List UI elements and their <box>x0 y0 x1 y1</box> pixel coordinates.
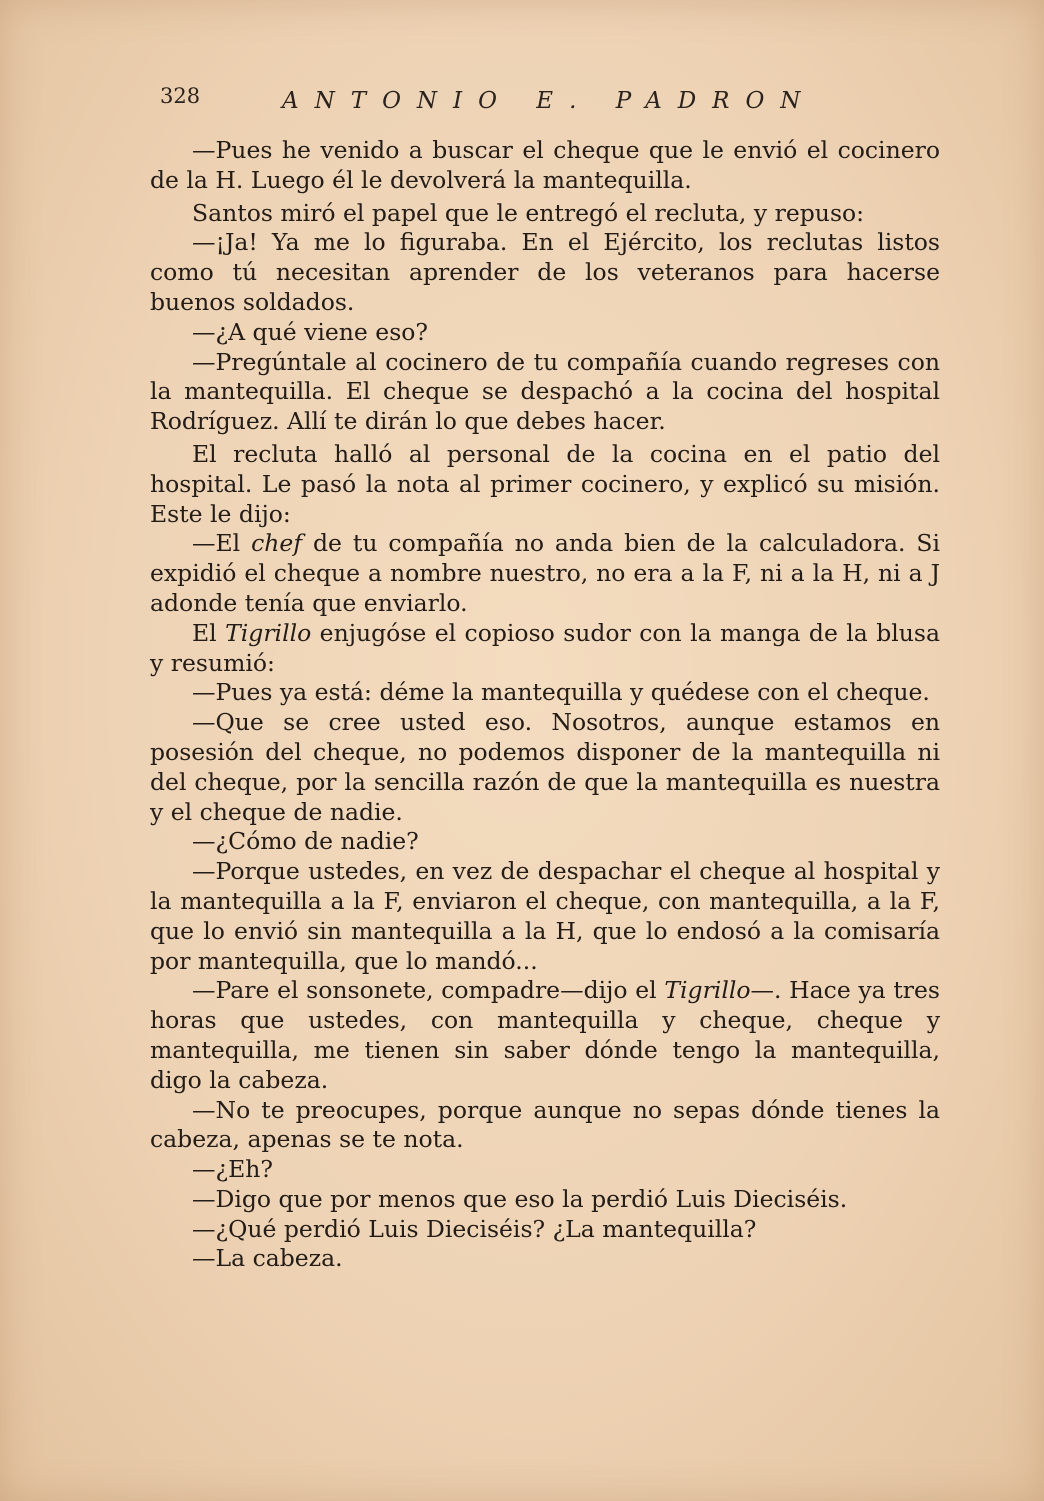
paragraph: —¿Qué perdió Luis Dieciséis? ¿La mantequilla? <box>192 1214 757 1243</box>
page-number: 328 <box>160 84 201 108</box>
paragraph: —No te preocupes, porque aunque no sepas dónde tienes la cabeza, apenas se te nota. <box>150 1095 940 1154</box>
paragraph: —¿A qué viene eso? <box>192 317 429 346</box>
running-title: ANTONIO E. PADRON <box>282 88 817 114</box>
paragraph: El recluta halló al personal de la cocina en el patio del hospital. Le pasó la nota al primer cocinero, y explicó su misión. Este le dijo: <box>150 439 940 528</box>
page-header <box>160 78 950 118</box>
paragraph: —Pregúntale al cocinero de tu compañía cuando regreses con la mantequilla. El cheque se despachó a la cocina del hospital Rodríguez. Allí te dirán lo que debes hacer. <box>150 347 940 436</box>
italic-word: chef <box>251 529 303 558</box>
paragraph: —El chef de tu compañía no anda bien de la calculadora. Si expidió el cheque a nombre nuestro, no era a la F, ni a la H, ni a J adonde tenía que enviarlo. <box>150 529 940 617</box>
paragraph: Santos miró el papel que le entregó el recluta, y repuso: <box>192 198 865 227</box>
paragraph: —Pues ya está: déme la mantequilla y quédese con el cheque. <box>192 678 930 707</box>
paragraph: —Pues he venido a buscar el cheque que le envió el cocinero de la H. Luego él le devolverá la mantequilla. <box>150 136 940 194</box>
paragraph: —Pare el sonsonete, compadre—dijo el Tigrillo—. Hace ya tres horas que ustedes, con mantequilla y cheque, cheque y mantequilla, me tienen sin saber dónde tengo la mantequilla, digo la cabeza. <box>150 976 940 1094</box>
paragraph: —La cabeza. <box>192 1244 343 1273</box>
paragraph: —¡Ja! Ya me lo figuraba. En el Ejército, los reclutas listos como tú necesitan aprender de los veteranos para hacerse buenos soldados. <box>150 228 940 316</box>
italic-word: Tigrillo <box>225 618 312 647</box>
paragraph: —Digo que por menos que eso la perdió Luis Dieciséis. <box>192 1184 848 1213</box>
paragraph: —¿Cómo de nadie? <box>192 827 419 856</box>
italic-word: Tigrillo <box>664 976 751 1005</box>
body-text <box>150 136 940 1274</box>
paragraph: —¿Eh? <box>192 1155 273 1184</box>
paragraph: —Que se cree usted eso. Nosotros, aunque estamos en posesión del cheque, no podemos disponer de la mantequilla ni del cheque, por la sencilla razón de que la mantequilla es nuestra y el cheque de nadie. <box>150 708 940 826</box>
paragraph: —Porque ustedes, en vez de despachar el cheque al hospital y la mantequilla a la F, enviaron el cheque, con mantequilla, a la F, que lo envió sin mantequilla a la H, que lo endosó a la comisaría por mantequilla, que lo mandó... <box>150 857 940 975</box>
paragraph: El Tigrillo enjugóse el copioso sudor con la manga de la blusa y resumió: <box>150 618 940 677</box>
